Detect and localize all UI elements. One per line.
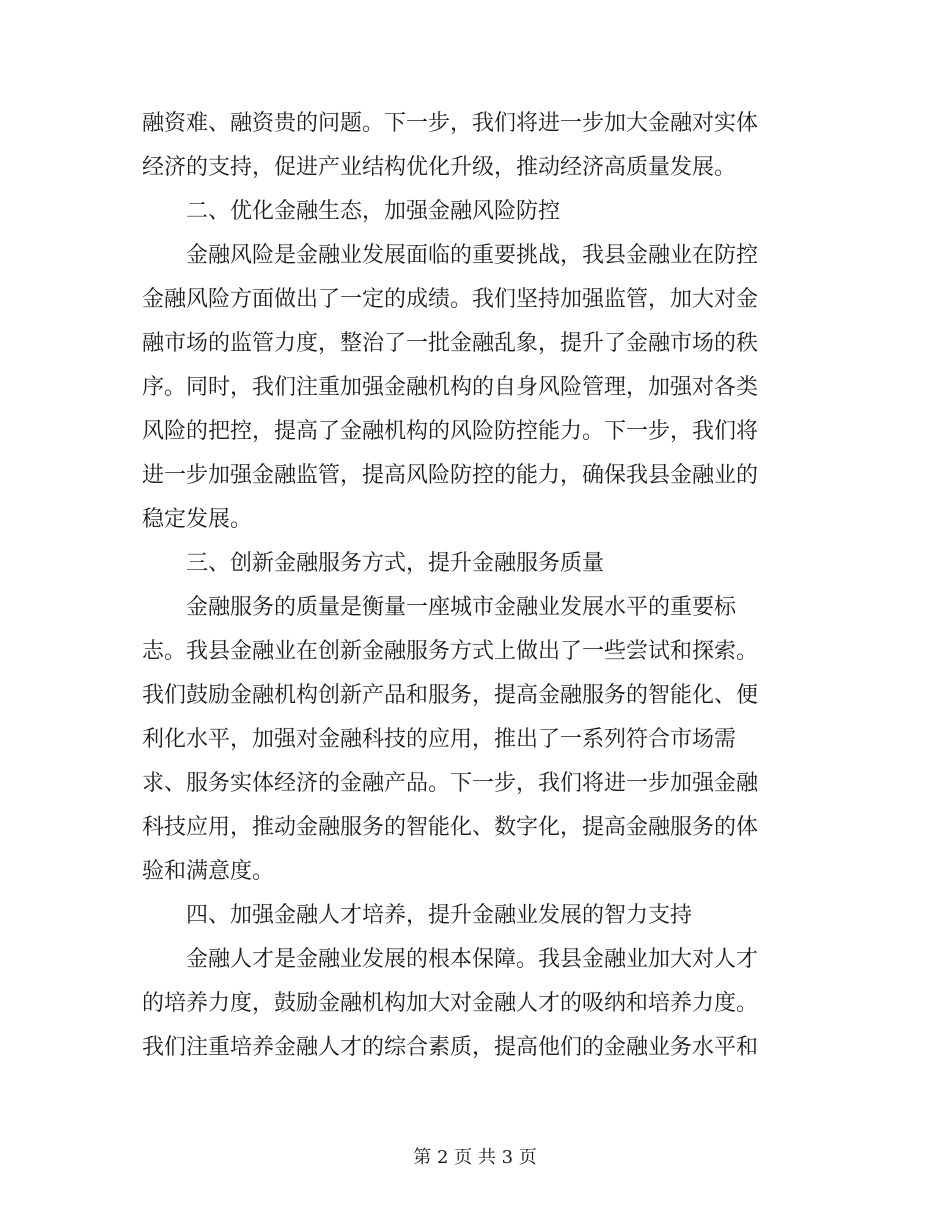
document-body [142,102,807,1070]
page-footer: 第 2 页 共 3 页 [413,1147,537,1168]
text-line: 风险的把控，提高了金融机构的风险防控能力。下一步，我们将 [142,419,759,444]
text-line: 科技应用，推动金融服务的智能化、数字化，提高金融服务的体 [142,815,759,840]
text-line: 序。同时，我们注重加强金融机构的自身风险管理，加强对各类 [142,375,759,400]
text-line: 进一步加强金融监管，提高风险防控的能力，确保我县金融业的 [142,463,759,488]
text-line: 三、创新金融服务方式，提升金融服务质量 [186,551,605,576]
text-line: 稳定发展。 [142,507,253,532]
text-line: 融市场的监管力度，整治了一批金融乱象，提升了金融市场的秩 [142,331,759,356]
text-line: 二、优化金融生态，加强金融风险防控 [186,199,561,224]
text-line: 金融风险是金融业发展面临的重要挑战，我县金融业在防控 [186,243,759,268]
text-line: 我们注重培养金融人才的综合素质，提高他们的金融业务水平和 [142,1035,759,1060]
text-line: 金融人才是金融业发展的根本保障。我县金融业加大对人才 [186,947,759,972]
text-line: 融资难、融资贵的问题。下一步，我们将进一步加大金融对实体 [142,111,759,136]
text-line: 的培养力度，鼓励金融机构加大对金融人才的吸纳和培养力度。 [142,991,759,1016]
text-line: 验和满意度。 [142,859,275,884]
text-line: 求、服务实体经济的金融产品。下一步，我们将进一步加强金融 [142,771,759,796]
text-line: 经济的支持，促进产业结构优化升级，推动经济高质量发展。 [142,155,737,180]
text-line: 金融服务的质量是衡量一座城市金融业发展水平的重要标 [186,595,737,620]
text-line: 志。我县金融业在创新金融服务方式上做出了一些尝试和探索。 [142,639,759,664]
text-line: 四、加强金融人才培养，提升金融业发展的智力支持 [186,903,693,928]
text-line: 利化水平，加强对金融科技的应用，推出了一系列符合市场需 [142,727,737,752]
text-line: 金融风险方面做出了一定的成绩。我们坚持加强监管，加大对金 [142,287,759,312]
text-line: 我们鼓励金融机构创新产品和服务，提高金融服务的智能化、便 [142,683,759,708]
